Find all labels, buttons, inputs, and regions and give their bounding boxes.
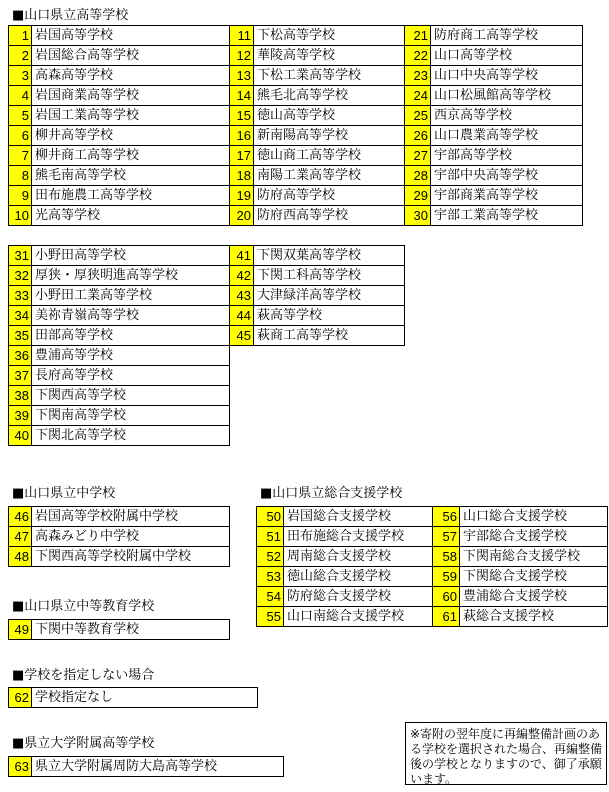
school-number: 9 (9, 186, 32, 206)
school-name: 南陽工業高等学校 (254, 166, 405, 186)
school-name: 下関南高等学校 (32, 406, 230, 426)
school-number: 61 (433, 607, 460, 627)
school-name: 防府高等学校 (254, 186, 405, 206)
school-number: 47 (9, 527, 32, 547)
school-number: 24 (405, 86, 431, 106)
school-name: 柳井商工高等学校 (32, 146, 230, 166)
school-number: 26 (405, 126, 431, 146)
school-name: 厚狭・厚狭明進高等学校 (32, 266, 230, 286)
school-number: 39 (9, 406, 32, 426)
empty-cell (230, 406, 254, 426)
school-name: 下関西高等学校附属中学校 (32, 547, 230, 567)
school-number: 29 (405, 186, 431, 206)
empty-cell (230, 366, 254, 386)
school-number: 37 (9, 366, 32, 386)
school-number: 15 (230, 106, 254, 126)
school-number: 27 (405, 146, 431, 166)
school-number: 38 (9, 386, 32, 406)
school-name: 田布施総合支援学校 (284, 527, 433, 547)
school-name: 新南陽高等学校 (254, 126, 405, 146)
school-name: 下関北高等学校 (32, 426, 230, 446)
school-name: 高森高等学校 (32, 66, 230, 86)
school-name: 熊毛北高等学校 (254, 86, 405, 106)
empty-cell (230, 426, 254, 446)
support-school-table (256, 506, 608, 627)
school-number: 23 (405, 66, 431, 86)
school-name: 下関総合支援学校 (460, 567, 608, 587)
school-name: 防府商工高等学校 (431, 26, 583, 46)
school-number: 36 (9, 346, 32, 366)
school-name: 柳井高等学校 (32, 126, 230, 146)
school-name: 徳山高等学校 (254, 106, 405, 126)
no-school-table (8, 687, 258, 708)
school-number: 50 (257, 507, 284, 527)
school-name: 美祢青嶺高等学校 (32, 306, 230, 326)
school-number: 54 (257, 587, 284, 607)
empty-cell (254, 406, 405, 426)
school-name: 田布施農工高等学校 (32, 186, 230, 206)
school-number: 53 (257, 567, 284, 587)
school-number: 2 (9, 46, 32, 66)
school-name: 下関西高等学校 (32, 386, 230, 406)
school-name: 小野田工業高等学校 (32, 286, 230, 306)
section-title-secondary: ■山口県立中等教育学校 (12, 599, 155, 614)
section-title-junior-high: ■山口県立中学校 (12, 486, 116, 501)
school-number: 46 (9, 507, 32, 527)
school-number: 16 (230, 126, 254, 146)
school-number: 49 (9, 620, 32, 640)
school-number: 63 (9, 757, 32, 777)
school-number: 33 (9, 286, 32, 306)
school-name: 徳山商工高等学校 (254, 146, 405, 166)
section-title-no-school: ■学校を指定しない場合 (12, 668, 155, 683)
school-name: 下関中等教育学校 (32, 620, 230, 640)
school-name: 防府総合支援学校 (284, 587, 433, 607)
school-name: 岩国高等学校附属中学校 (32, 507, 230, 527)
school-number: 51 (257, 527, 284, 547)
school-name: 徳山総合支援学校 (284, 567, 433, 587)
school-name: 萩高等学校 (254, 306, 405, 326)
school-name: 豊浦高等学校 (32, 346, 230, 366)
school-number: 28 (405, 166, 431, 186)
school-name: 岩国商業高等学校 (32, 86, 230, 106)
school-number: 17 (230, 146, 254, 166)
junior-high-table (8, 506, 230, 567)
school-number: 52 (257, 547, 284, 567)
school-name: 宇部中央高等学校 (431, 166, 583, 186)
school-name: 下関双葉高等学校 (254, 246, 405, 266)
school-number: 32 (9, 266, 32, 286)
section-title-university-high: ■県立大学附属高等学校 (12, 736, 155, 751)
school-number: 48 (9, 547, 32, 567)
school-number: 7 (9, 146, 32, 166)
empty-cell (254, 346, 405, 366)
empty-cell (230, 386, 254, 406)
school-number: 19 (230, 186, 254, 206)
school-number: 11 (230, 26, 254, 46)
school-name: 熊毛南高等学校 (32, 166, 230, 186)
school-number: 4 (9, 86, 32, 106)
school-number: 21 (405, 26, 431, 46)
school-name: 山口南総合支援学校 (284, 607, 433, 627)
school-name: 岩国総合高等学校 (32, 46, 230, 66)
school-name: 周南総合支援学校 (284, 547, 433, 567)
school-number: 57 (433, 527, 460, 547)
school-name: 宇部商業高等学校 (431, 186, 583, 206)
school-number: 42 (230, 266, 254, 286)
school-number: 30 (405, 206, 431, 226)
school-number: 20 (230, 206, 254, 226)
school-name: 光高等学校 (32, 206, 230, 226)
school-name: 宇部工業高等学校 (431, 206, 583, 226)
empty-cell (254, 386, 405, 406)
school-name: 山口農業高等学校 (431, 126, 583, 146)
secondary-school-table (8, 619, 230, 640)
university-high-table (8, 756, 284, 777)
school-number: 45 (230, 326, 254, 346)
note-box: ※寄附の翌年度に再編整備計画のある学校を選択された場合、再編整備後の学校となりますので、御了承願います。 (405, 722, 607, 785)
school-number: 35 (9, 326, 32, 346)
school-number: 14 (230, 86, 254, 106)
school-name: 山口総合支援学校 (460, 507, 608, 527)
school-name: 岩国総合支援学校 (284, 507, 433, 527)
school-name: 萩総合支援学校 (460, 607, 608, 627)
school-name: 岩国高等学校 (32, 26, 230, 46)
school-name: 大津緑洋高等学校 (254, 286, 405, 306)
school-name: 山口高等学校 (431, 46, 583, 66)
school-number: 1 (9, 26, 32, 46)
school-number: 34 (9, 306, 32, 326)
school-number: 55 (257, 607, 284, 627)
school-name: 萩商工高等学校 (254, 326, 405, 346)
school-name: 下松工業高等学校 (254, 66, 405, 86)
school-name: 西京高等学校 (431, 106, 583, 126)
school-number: 60 (433, 587, 460, 607)
empty-cell (254, 366, 405, 386)
school-name: 山口中央高等学校 (431, 66, 583, 86)
high-school-table-2 (8, 245, 405, 446)
school-number: 25 (405, 106, 431, 126)
school-name: 華陵高等学校 (254, 46, 405, 66)
school-number: 12 (230, 46, 254, 66)
school-number: 6 (9, 126, 32, 146)
school-number: 31 (9, 246, 32, 266)
school-name: 山口松風館高等学校 (431, 86, 583, 106)
school-name: 岩国工業高等学校 (32, 106, 230, 126)
school-number: 8 (9, 166, 32, 186)
school-number: 22 (405, 46, 431, 66)
school-number: 62 (9, 688, 32, 708)
school-name: 高森みどり中学校 (32, 527, 230, 547)
school-name: 長府高等学校 (32, 366, 230, 386)
school-number: 43 (230, 286, 254, 306)
school-name: 小野田高等学校 (32, 246, 230, 266)
school-number: 3 (9, 66, 32, 86)
school-name: 下松高等学校 (254, 26, 405, 46)
section-title-support-schools: ■山口県立総合支援学校 (260, 486, 403, 501)
school-name: 宇部総合支援学校 (460, 527, 608, 547)
school-name: 田部高等学校 (32, 326, 230, 346)
school-number: 10 (9, 206, 32, 226)
school-name: 宇部高等学校 (431, 146, 583, 166)
school-number: 56 (433, 507, 460, 527)
school-number: 18 (230, 166, 254, 186)
school-number: 44 (230, 306, 254, 326)
school-number: 13 (230, 66, 254, 86)
school-name: 下関南総合支援学校 (460, 547, 608, 567)
school-number: 40 (9, 426, 32, 446)
empty-cell (254, 426, 405, 446)
high-school-table-1 (8, 25, 583, 226)
section-title-high-schools: ■山口県立高等学校 (12, 8, 129, 23)
school-number: 59 (433, 567, 460, 587)
school-name: 下関工科高等学校 (254, 266, 405, 286)
school-number: 5 (9, 106, 32, 126)
school-number: 41 (230, 246, 254, 266)
school-name: 学校指定なし (32, 688, 258, 708)
school-name: 防府西高等学校 (254, 206, 405, 226)
school-name: 県立大学附属周防大島高等学校 (32, 757, 284, 777)
school-number: 58 (433, 547, 460, 567)
empty-cell (230, 346, 254, 366)
school-name: 豊浦総合支援学校 (460, 587, 608, 607)
